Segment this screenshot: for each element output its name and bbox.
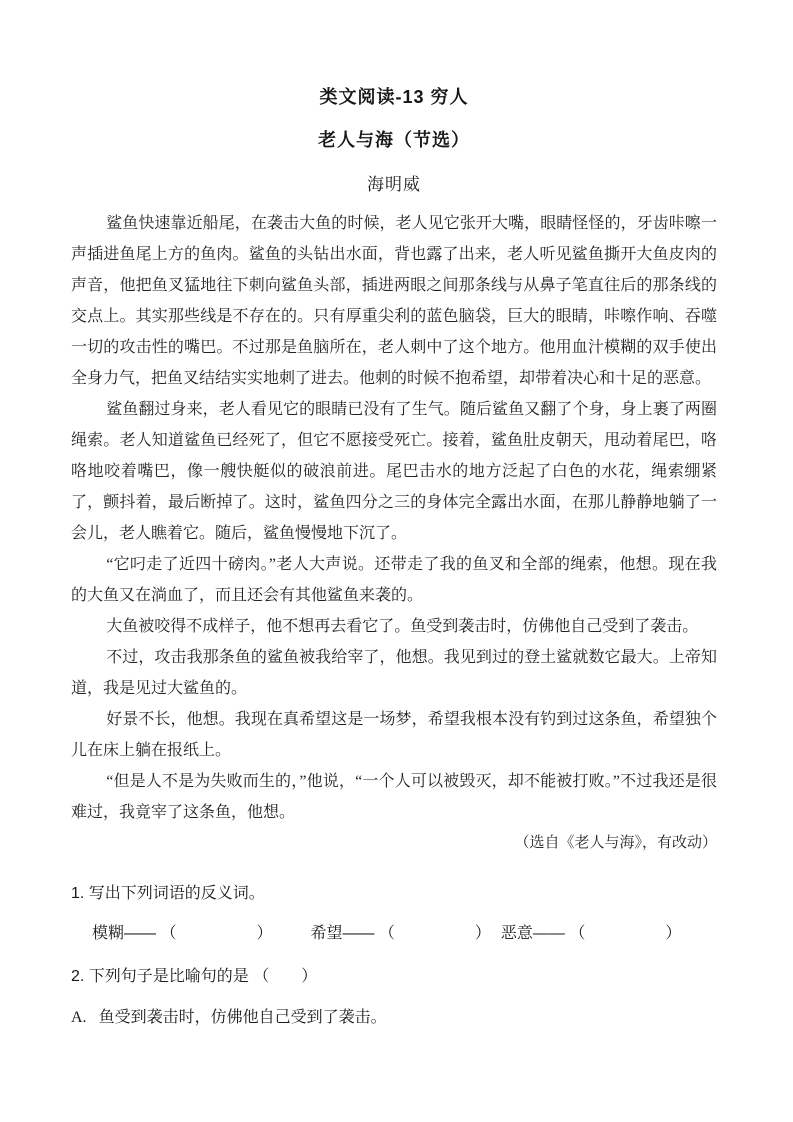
document-subtitle: 老人与海（节选）: [318, 130, 470, 150]
passage-paragraph-1: 鲨鱼快速靠近船尾，在袭击大鱼的时候，老人见它张开大嘴，眼睛怪怪的，牙齿咔嚓一声插进鱼尾上方的鱼肉。鲨鱼的头钻出水面，背也露了出来，老人听见鲨鱼撕开大鱼皮肉的声音，他把鱼叉猛地往下刺向鲨鱼头部，插进两眼之间那条线与从鼻子笔直往后的那条线的交点上。其实那些线是不存在的。只有厚重尖利的蓝色脑袋，巨大的眼睛，咔嚓作响、吞噬一切的攻击性的嘴巴。不过那是鱼脑所在，老人刺中了这个地方。他用血汁模糊的双手使出全身力气，把鱼叉结结实实地刺了进去。他刺的时候不抱希望，却带着决心和十足的恶意。: [71, 215, 717, 387]
question-2-option-a: [71, 1007, 717, 1029]
passage-paragraph-4: 大鱼被咬得不成样子，他不想再去看它了。鱼受到袭击时，仿佛他自己受到了袭击。: [106, 618, 699, 635]
antonym-blank-eyi: 恶意—— （ ）: [500, 925, 682, 942]
document-content: [71, 86, 717, 1029]
antonym-blank-xiwang: 希望—— （ ）: [310, 925, 491, 942]
question-1-label: 1. 写出下列词语的反义词。: [71, 885, 265, 902]
question-1-answer-blanks: [71, 923, 717, 945]
author-name: 海明威: [367, 175, 421, 194]
option-a-letter: A.: [71, 1009, 87, 1026]
reading-passage: [71, 208, 717, 859]
passage-paragraph-2: 鲨鱼翻过身来，老人看见它的眼睛已没有了生气。随后鲨鱼又翻了个身，身上裹了两圈绳索。老人知道鲨鱼已经死了，但它不愿接受死亡。接着，鲨鱼肚皮朝天，甩动着尾巴，咯咯地咬着嘴巴，像一艘快艇似的破浪前进。尾巴击水的地方泛起了白色的水花，绳索绷紧了，颤抖着，最后断掉了。这时，鲨鱼四分之三的身体完全露出水面，在那儿静静地躺了一会儿，老人瞧着它。随后，鲨鱼慢慢地下沉了。: [71, 401, 717, 542]
option-a-text: 鱼受到袭击时，仿佛他自己受到了袭击。: [98, 1009, 387, 1026]
passage-paragraph-6: 好景不长，他想。我现在真希望这是一场梦，希望我根本没有钓到过这条鱼，希望独个儿在床上躺在报纸上。: [71, 711, 717, 759]
passage-paragraph-5: 不过，攻击我那条鱼的鲨鱼被我给宰了，他想。我见到过的登土鲨就数它最大。上帝知道，我是见过大鲨鱼的。: [71, 649, 717, 697]
passage-paragraph-7: “但是人不是为失败而生的，”他说，“一个人可以被毁灭，却不能被打败。”不过我还是很难过，我竟宰了这条鱼，他想。: [71, 773, 717, 821]
antonym-blank-mohu: 模糊—— （ ）: [92, 925, 273, 942]
passage-paragraph-3: “它叼走了近四十磅肉。”老人大声说。还带走了我的鱼叉和全部的绳索，他想。现在我的大鱼又在淌血了，而且还会有其他鲨鱼来袭的。: [71, 556, 717, 604]
question-2-label: 2. 下列句子是比喻句的是 （ ）: [71, 968, 318, 985]
document-title: 类文阅读-13 穷人: [319, 87, 469, 107]
source-attribution: （选自《老人与海》，有改动）: [514, 835, 717, 851]
